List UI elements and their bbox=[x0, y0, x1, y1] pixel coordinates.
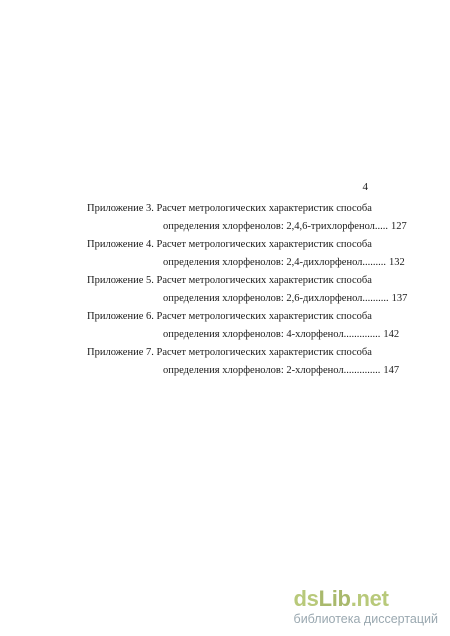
toc-entry-line1 bbox=[87, 308, 384, 326]
toc-leader-dots: ..... bbox=[374, 221, 389, 232]
toc-entry-line2 bbox=[87, 326, 400, 344]
toc-page-number: 142 bbox=[383, 329, 400, 340]
toc-entry-title: Расчет метрологических характеристик способа bbox=[156, 239, 372, 250]
toc-leader-dots: .............. bbox=[343, 329, 381, 340]
toc-entry-label: Приложение 3. bbox=[87, 203, 154, 214]
logo-lib: Lib bbox=[318, 586, 351, 611]
toc-entry-title-cont: определения хлорфенолов: 2,4-дихлорфенол bbox=[163, 257, 363, 268]
toc-entry-title-cont: определения хлорфенолов: 2-хлорфенол bbox=[163, 365, 344, 376]
toc-entry-line1 bbox=[87, 344, 384, 362]
page-number: 4 bbox=[362, 181, 368, 193]
toc-entry-line2 bbox=[87, 254, 405, 272]
toc-entry-line1 bbox=[87, 236, 384, 254]
toc-entry-label: Приложение 7. bbox=[87, 347, 154, 358]
logo-ds: ds bbox=[293, 586, 319, 611]
toc-entry-title: Расчет метрологических характеристик способа bbox=[156, 311, 372, 322]
toc-entry-title-cont: определения хлорфенолов: 4-хлорфенол bbox=[163, 329, 344, 340]
toc-entry-appendix-3[interactable] bbox=[87, 200, 407, 236]
toc-entry-title: Расчет метрологических характеристик способа bbox=[156, 275, 372, 286]
toc-page-number: 137 bbox=[391, 293, 408, 304]
toc-entry-title: Расчет метрологических характеристик способа bbox=[156, 347, 372, 358]
toc-entry-appendix-6[interactable] bbox=[87, 308, 400, 344]
toc-entry-line1 bbox=[87, 200, 384, 218]
toc-entry-label: Приложение 6. bbox=[87, 311, 154, 322]
watermark-subtitle: библиотека диссертаций bbox=[293, 612, 438, 626]
toc-entry-line2 bbox=[87, 218, 407, 236]
toc-leader-dots: .............. bbox=[343, 365, 381, 376]
toc-entry-label: Приложение 4. bbox=[87, 239, 154, 250]
toc-page-number: 132 bbox=[389, 257, 405, 268]
table-of-contents bbox=[87, 200, 408, 380]
toc-page-number: 147 bbox=[383, 365, 400, 376]
dslib-logo bbox=[294, 588, 438, 610]
toc-page-number: 127 bbox=[391, 221, 407, 232]
toc-entry-line2 bbox=[87, 362, 400, 380]
dslib-watermark bbox=[294, 588, 438, 626]
toc-leader-dots: ......... bbox=[362, 257, 387, 268]
toc-entry-line2 bbox=[87, 290, 408, 308]
toc-entry-label: Приложение 5. bbox=[87, 275, 154, 286]
toc-entry-title-cont: определения хлорфенолов: 2,6-дихлорфенол bbox=[163, 293, 363, 304]
toc-leader-dots: .......... bbox=[362, 293, 389, 304]
toc-entry-title: Расчет метрологических характеристик способа bbox=[156, 203, 372, 214]
logo-net: .net bbox=[350, 586, 389, 611]
toc-entry-appendix-4[interactable] bbox=[87, 236, 405, 272]
toc-entry-line1 bbox=[87, 272, 384, 290]
toc-entry-title-cont: определения хлорфенолов: 2,4,6-трихлорфенол bbox=[163, 221, 375, 232]
toc-entry-appendix-7[interactable] bbox=[87, 344, 400, 380]
toc-entry-appendix-5[interactable] bbox=[87, 272, 408, 308]
